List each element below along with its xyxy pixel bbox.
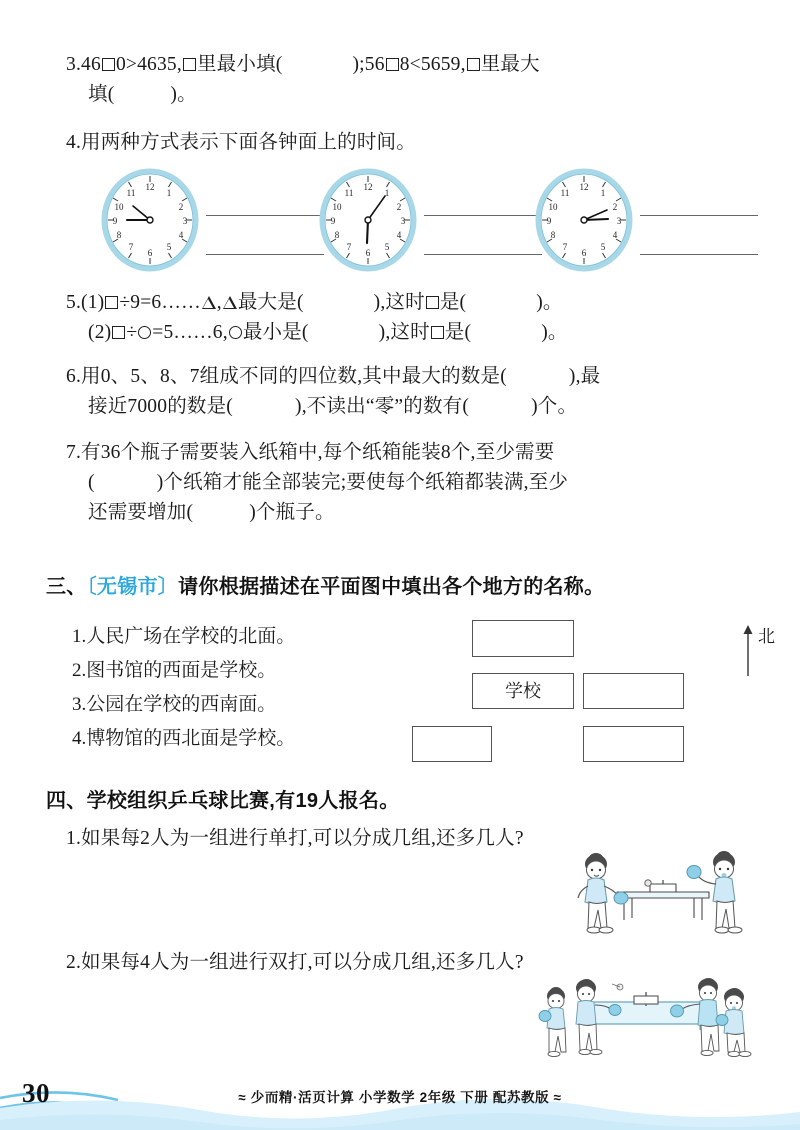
question-7-line-1: 7.有36个瓶子需要装入纸箱中,每个纸箱能装8个,至少需要 (66, 442, 555, 463)
square-placeholder-icon (386, 58, 399, 71)
svg-text:5: 5 (384, 242, 390, 252)
svg-text:12: 12 (145, 182, 155, 192)
svg-text:7: 7 (346, 242, 352, 252)
q5-text-a: 5.(1) (66, 292, 105, 313)
question-5-line-1 (66, 288, 778, 318)
svg-text:9: 9 (330, 216, 336, 226)
q5-text-c: , (216, 292, 222, 313)
q5-text-b: ÷9=6…… (119, 292, 201, 313)
question-3 (66, 50, 778, 110)
svg-text:9: 9 (546, 216, 552, 226)
question-5 (66, 288, 778, 348)
section-3-heading (46, 570, 604, 599)
svg-text:4: 4 (612, 230, 618, 240)
question-7-line-3 (88, 498, 778, 528)
q7-text-d: )个瓶子。 (249, 502, 335, 524)
svg-text:2: 2 (178, 202, 184, 212)
svg-text:7: 7 (562, 242, 568, 252)
q3-text-g: 填( (88, 84, 115, 106)
city-tag: 〔无锡市〕 (86, 576, 179, 598)
circle-placeholder-icon (229, 326, 242, 339)
north-label: 北 (758, 627, 775, 646)
svg-text:1: 1 (600, 188, 606, 198)
q3-text-b: 0>4635, (115, 54, 182, 75)
page-number: 30 (22, 1078, 50, 1108)
q7-text-a: ( (88, 472, 95, 494)
q7-text-c: 还需要增加( (88, 502, 194, 524)
question-6-line-2 (88, 392, 778, 422)
triangle-placeholder-icon (223, 296, 237, 309)
svg-text:8: 8 (116, 230, 122, 240)
svg-text:2: 2 (396, 202, 402, 212)
footer-text: ≈ 少而精·活页计算 小学数学 2年级 下册 配苏教版 ≈ (238, 1090, 562, 1105)
svg-text:10: 10 (332, 202, 342, 212)
svg-text:6: 6 (147, 248, 153, 258)
svg-text:1: 1 (384, 188, 390, 198)
q6-text-b: ),最 (568, 366, 601, 387)
section-4-heading (46, 784, 400, 813)
q5-text-f: 是( (439, 292, 467, 313)
box-east[interactable] (583, 673, 684, 709)
q6-text-e: )个。 (531, 396, 578, 418)
section-4-question-1-text: 1.如果每2人为一组进行单打,可以分成几组,还多几人? (66, 828, 524, 849)
svg-text:3: 3 (182, 216, 188, 226)
svg-text:5: 5 (600, 242, 606, 252)
question-3-line-2 (88, 80, 778, 110)
svg-text:5: 5 (166, 242, 172, 252)
box-southeast[interactable] (583, 726, 684, 762)
svg-text:6: 6 (365, 248, 371, 258)
q3-text-c: 里最小填( (196, 54, 283, 75)
q7-text-b: )个纸箱才能全部装完;要使每个纸箱都装满,至少 (156, 472, 569, 494)
q5-text-m: 是( (444, 322, 472, 344)
svg-text:4: 4 (396, 230, 402, 240)
svg-text:6: 6 (581, 248, 587, 258)
q3-text-f: 里最大 (480, 54, 540, 75)
answer-line[interactable] (640, 254, 758, 255)
square-placeholder-icon (183, 58, 196, 71)
clock-row (66, 168, 778, 272)
q5-text-g: )。 (536, 292, 563, 313)
ping-pong-doubles-illustration (538, 972, 760, 1064)
q5-text-i: ÷ (126, 322, 138, 344)
q3-text-h: )。 (170, 84, 197, 106)
answer-line[interactable] (424, 215, 542, 216)
svg-text:8: 8 (334, 230, 340, 240)
section-3-label: 三、 (46, 576, 87, 598)
question-5-line-2 (88, 318, 778, 348)
question-3-line-1 (66, 50, 778, 80)
svg-text:7: 7 (128, 242, 134, 252)
svg-text:9: 9 (112, 216, 118, 226)
square-placeholder-icon (102, 58, 115, 71)
q6-text-c: 接近7000的数是( (88, 396, 233, 418)
section-3-title: 请你根据描述在平面图中填出各个地方的名称。 (178, 576, 605, 598)
q5-text-h: (2) (88, 322, 112, 344)
q6-text-a: 6.用0、5、8、7组成不同的四位数,其中最大的数是( (66, 366, 507, 387)
svg-text:8: 8 (550, 230, 556, 240)
svg-text:12: 12 (579, 182, 589, 192)
question-6-line-1 (66, 362, 778, 392)
answer-line[interactable] (206, 254, 324, 255)
square-placeholder-icon (431, 326, 444, 339)
q5-text-j: =5……6, (152, 322, 228, 344)
clock-1-icon (100, 168, 200, 272)
question-4-prompt: 4.用两种方式表示下面各钟面上的时间。 (66, 132, 416, 153)
question-4 (66, 128, 778, 158)
box-southwest[interactable] (412, 726, 492, 762)
section-4-question-2-text: 2.如果每4人为一组进行双打,可以分成几组,还多几人? (66, 952, 524, 973)
triangle-placeholder-icon (202, 296, 216, 309)
map-diagram (420, 614, 780, 774)
svg-text:3: 3 (400, 216, 406, 226)
list-item: 3.公园在学校的西南面。 (72, 694, 277, 715)
list-item: 1.人民广场在学校的北面。 (72, 626, 296, 647)
answer-line[interactable] (206, 215, 324, 216)
circle-placeholder-icon (138, 326, 151, 339)
svg-text:11: 11 (344, 188, 354, 198)
svg-text:4: 4 (178, 230, 184, 240)
answer-line[interactable] (640, 215, 758, 216)
question-7 (66, 438, 778, 529)
q6-text-d: ),不读出“零”的数有( (295, 396, 470, 418)
square-placeholder-icon (467, 58, 480, 71)
q5-text-e: ),这时 (373, 292, 425, 313)
q3-text-a: 3.46 (66, 54, 101, 75)
square-placeholder-icon (105, 296, 118, 309)
section-4-label: 四、 (46, 790, 87, 812)
ping-pong-singles-illustration (572, 848, 757, 940)
section-3-item-list (72, 620, 452, 756)
q5-text-d: 最大是( (237, 292, 304, 313)
q5-text-k: 最小是( (242, 322, 309, 344)
clock-2-icon (318, 168, 418, 272)
q3-text-d: );56 (352, 54, 385, 75)
svg-text:1: 1 (166, 188, 172, 198)
square-placeholder-icon (426, 296, 439, 309)
svg-text:11: 11 (126, 188, 136, 198)
square-placeholder-icon (112, 326, 125, 339)
box-north[interactable] (472, 620, 574, 657)
q5-text-l: ),这时 (378, 322, 430, 344)
list-item: 2.图书馆的西面是学校。 (72, 660, 277, 681)
list-item: 4.博物馆的西北面是学校。 (72, 728, 296, 749)
svg-text:11: 11 (560, 188, 570, 198)
svg-text:12: 12 (363, 182, 373, 192)
question-6 (66, 362, 778, 422)
answer-line[interactable] (424, 254, 542, 255)
svg-text:3: 3 (616, 216, 622, 226)
question-7-line-2 (88, 468, 778, 498)
svg-text:10: 10 (548, 202, 558, 212)
q5-text-n: )。 (541, 322, 568, 344)
svg-text:2: 2 (612, 202, 618, 212)
q3-text-e: 8<5659, (399, 54, 466, 75)
section-4-title: 学校组织乒乓球比赛,有19人报名。 (86, 790, 400, 812)
box-school[interactable]: 学校 (472, 673, 574, 709)
clock-3-icon (534, 168, 634, 272)
svg-text:10: 10 (114, 202, 124, 212)
